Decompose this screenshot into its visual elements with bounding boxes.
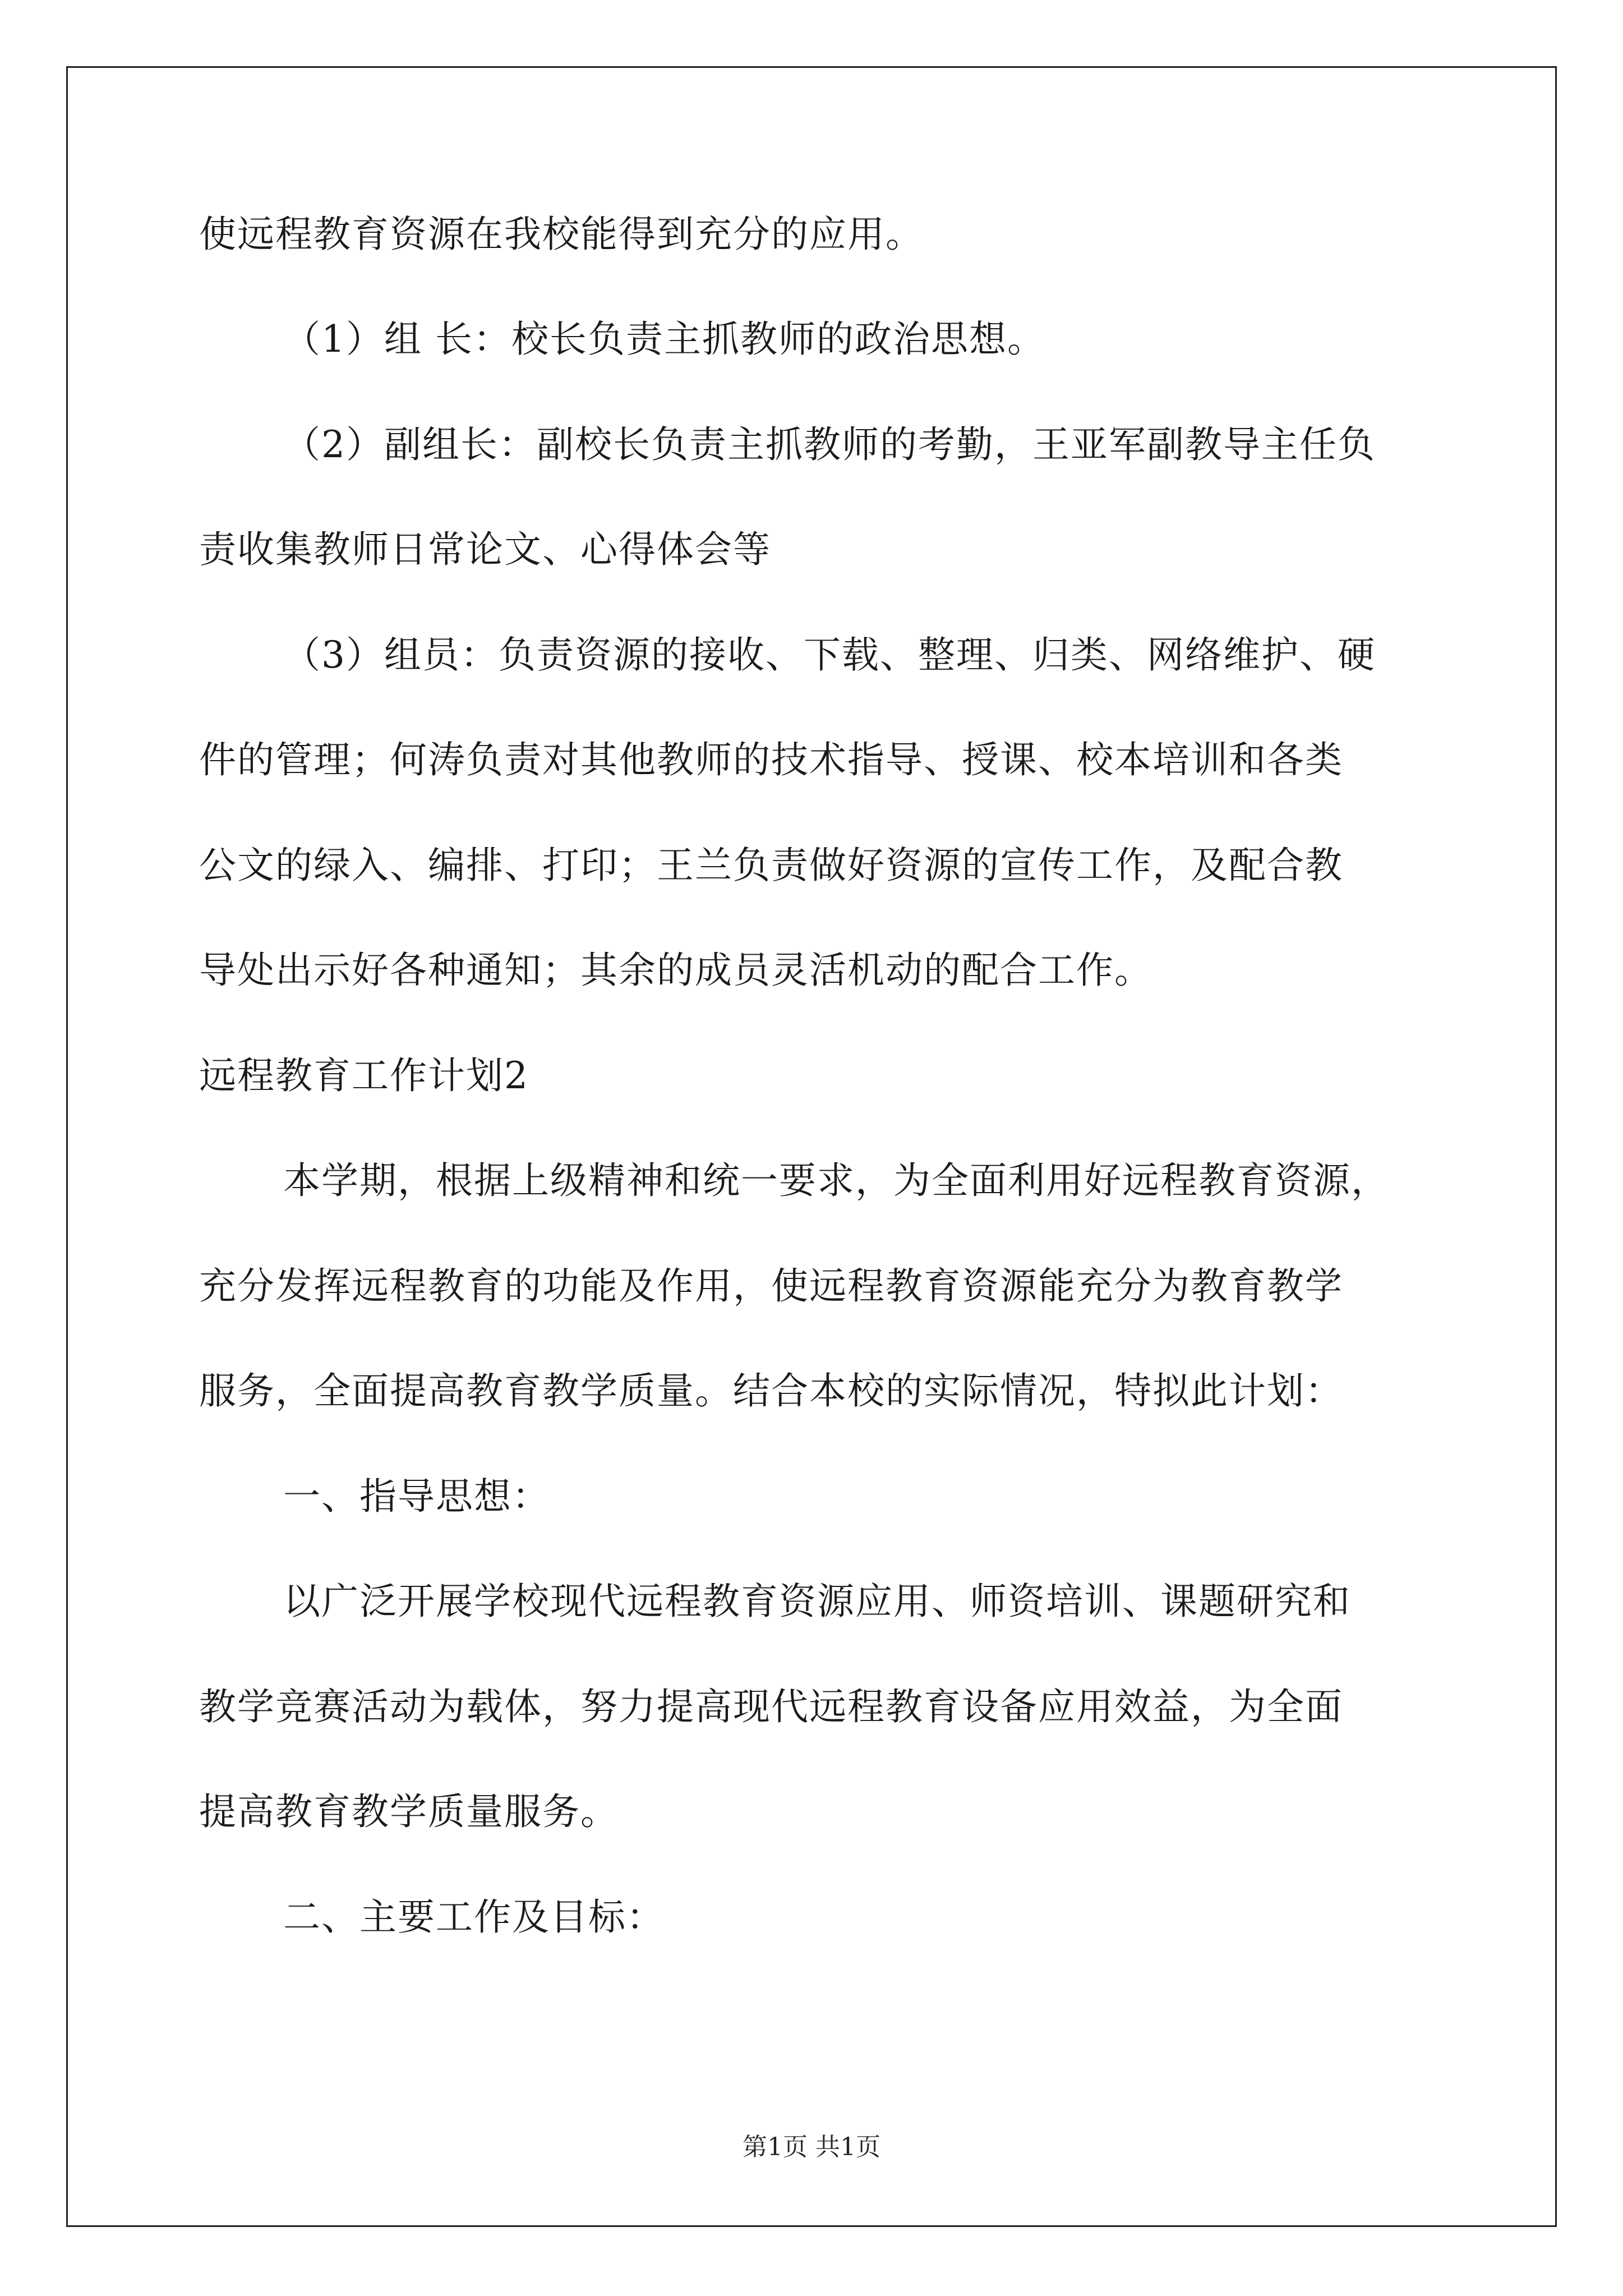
subheading-guiding-thought: 一、指导思想： [283,1475,550,1518]
body-line-6: 件的管理；何涛负责对其他教师的技术指导、授课、校本培训和各类 [199,738,1343,781]
body-line-1: 使远程教育资源在我校能得到充分的应用。 [199,213,924,256]
page-number-footer: 第1页 共1页 [743,2133,880,2161]
body-line-11: 充分发挥远程教育的功能及作用，使远程教育资源能充分为教育教学 [199,1264,1343,1308]
body-line-15: 教学竞赛活动为载体，努力提高现代远程教育设备应用效益，为全面 [199,1685,1343,1728]
body-line-4: 责收集教师日常论文、心得体会等 [199,528,771,571]
body-line-16: 提高教育教学质量服务。 [199,1790,619,1833]
section-heading: 远程教育工作计划2 [199,1054,529,1097]
body-line-12: 服务，全面提高教育教学质量。结合本校的实际情况，特拟此计划： [199,1369,1343,1412]
body-line-5: （3）组员：负责资源的接收、下载、整理、归类、网络维护、硬 [283,633,1376,677]
body-line-2: （1）组 长：校长负责主抓教师的政治思想。 [283,318,1045,361]
body-line-8: 导处出示好各种通知；其余的成员灵活机动的配合工作。 [199,949,1152,992]
subheading-main-work: 二、主要工作及目标： [283,1895,665,1939]
body-line-3: （2）副组长：副校长负责主抓教师的考勤，王亚军副教导主任负 [283,423,1376,466]
body-line-10: 本学期，根据上级精神和统一要求，为全面利用好远程教育资源， [283,1159,1389,1202]
body-line-7: 公文的绿入、编排、打印；王兰负责做好资源的宣传工作，及配合教 [199,844,1343,887]
body-line-14: 以广泛开展学校现代远程教育资源应用、师资培训、课题研究和 [283,1580,1351,1623]
